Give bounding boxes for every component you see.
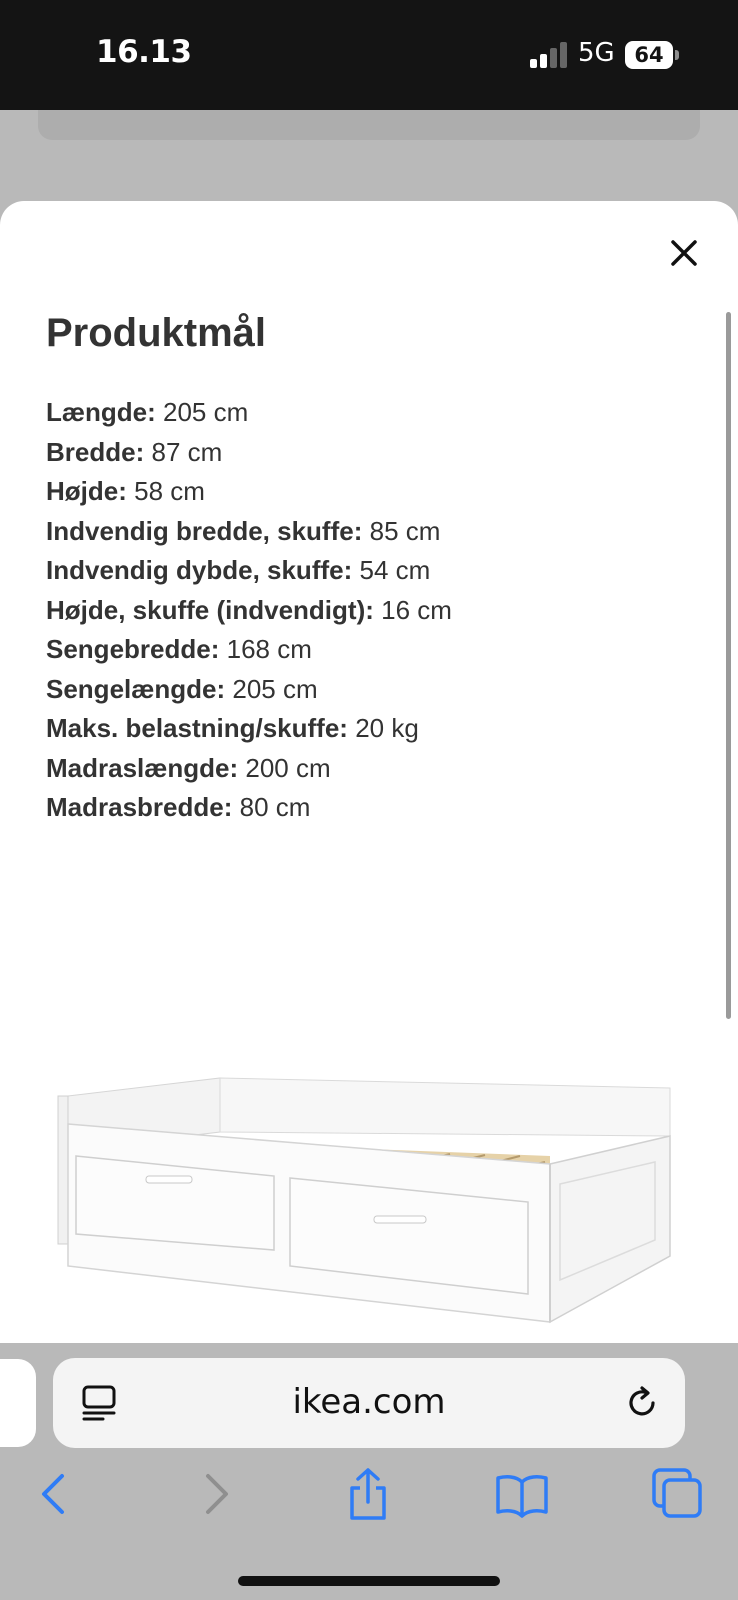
dimension-value: 58 cm	[134, 476, 205, 506]
address-bar[interactable]	[53, 1358, 685, 1448]
dimension-label: Højde, skuffe (indvendigt):	[46, 594, 374, 625]
dimensions-list	[46, 397, 452, 832]
dimension-row	[46, 595, 452, 635]
dimension-value: 205 cm	[163, 397, 249, 427]
dimension-row	[46, 634, 452, 674]
dimension-label: Indvendig dybde, skuffe:	[46, 555, 353, 585]
dimension-row	[46, 753, 452, 793]
dimension-row	[46, 674, 452, 714]
battery-icon: 64	[625, 41, 673, 69]
dimension-value: 85 cm	[369, 515, 441, 546]
dimension-row	[46, 516, 452, 556]
previous-tab-peek[interactable]	[0, 1359, 36, 1447]
dimension-row	[46, 476, 452, 516]
dimension-row	[46, 397, 452, 437]
dimension-row	[46, 555, 452, 595]
dimension-label: Sengebredde:	[46, 634, 220, 664]
bookmarks-icon[interactable]	[494, 1466, 550, 1522]
dimension-label: Sengelængde:	[46, 673, 226, 704]
sheet-title: Produktmål	[46, 311, 267, 355]
tabs-icon[interactable]	[650, 1466, 706, 1522]
home-indicator	[238, 1576, 500, 1586]
dimension-label: Maks. belastning/skuffe:	[46, 713, 348, 743]
close-button[interactable]	[664, 233, 704, 273]
daybed-product-image	[50, 1044, 690, 1343]
dimension-row	[46, 792, 452, 832]
status-bar	[0, 0, 738, 110]
forward-icon[interactable]	[186, 1466, 242, 1522]
close-icon	[664, 233, 704, 273]
product-dimensions-sheet	[0, 201, 738, 1343]
network-type: 5G	[578, 38, 615, 68]
dimension-label: Bredde:	[46, 436, 145, 467]
dimension-value: 54 cm	[359, 555, 431, 585]
background-page-card	[38, 110, 700, 140]
dimension-value: 205 cm	[232, 673, 318, 704]
dimension-row	[46, 713, 452, 753]
battery-tip	[675, 50, 679, 60]
address-text[interactable]: ikea.com	[292, 1382, 446, 1422]
signal-strength-icon	[530, 42, 568, 68]
share-icon[interactable]	[340, 1466, 396, 1522]
status-time: 16.13	[96, 34, 192, 70]
dimension-value: 16 cm	[381, 594, 452, 625]
dimension-value: 20 kg	[355, 713, 419, 743]
scrollbar[interactable]	[726, 312, 731, 1019]
dimension-value: 200 cm	[245, 752, 331, 783]
dimension-label: Madraslængde:	[46, 752, 239, 783]
back-icon[interactable]	[28, 1466, 84, 1522]
dimension-label: Længde:	[46, 397, 156, 427]
dimension-value: 87 cm	[151, 436, 223, 467]
dimension-value: 168 cm	[226, 634, 312, 664]
reload-icon[interactable]	[623, 1384, 661, 1422]
dimension-label: Indvendig bredde, skuffe:	[46, 515, 363, 546]
dimension-label: Højde:	[46, 476, 127, 506]
dimension-row	[46, 437, 452, 477]
dimension-value: 80 cm	[239, 792, 311, 822]
dimension-label: Madrasbredde:	[46, 792, 233, 822]
